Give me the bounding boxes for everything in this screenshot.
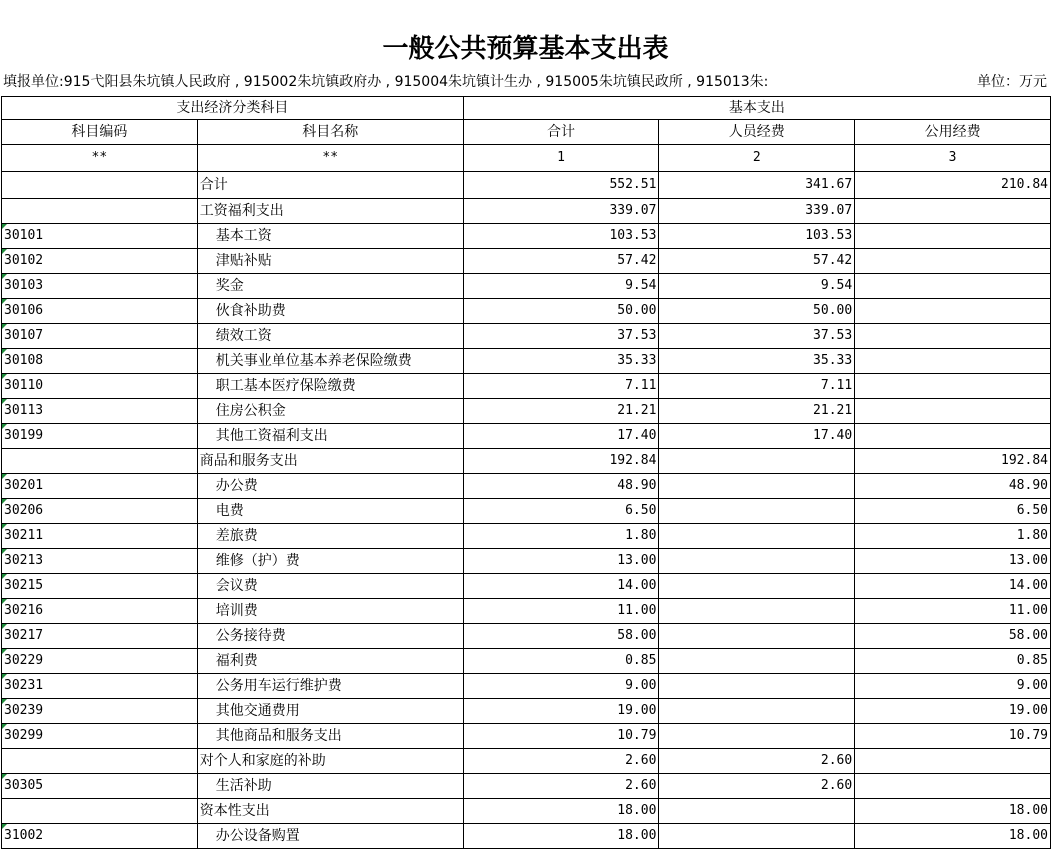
- row-personnel-cell[interactable]: 7.11: [659, 374, 855, 399]
- row-code-cell[interactable]: 30216: [2, 599, 198, 624]
- row-code-cell[interactable]: 30239: [2, 699, 198, 724]
- row-public-cell[interactable]: 11.00: [855, 599, 1051, 624]
- row-code-cell[interactable]: 30110: [2, 374, 198, 399]
- table-row[interactable]: [2, 549, 1051, 574]
- row-code-cell[interactable]: 30231: [2, 674, 198, 699]
- row-personnel-cell[interactable]: 37.53: [659, 324, 855, 349]
- row-personnel-cell[interactable]: [659, 724, 855, 749]
- row-public-cell[interactable]: 14.00: [855, 574, 1051, 599]
- row-name-cell[interactable]: 差旅费: [197, 524, 463, 549]
- header-code: 科目编码: [2, 120, 198, 145]
- row-personnel-cell[interactable]: [659, 599, 855, 624]
- table-row[interactable]: [2, 449, 1051, 474]
- row-code-cell[interactable]: 30211: [2, 524, 198, 549]
- table-row[interactable]: [2, 424, 1051, 449]
- row-personnel-cell[interactable]: 2.60: [659, 749, 855, 774]
- table-row[interactable]: [2, 749, 1051, 774]
- row-personnel-cell[interactable]: [659, 449, 855, 474]
- table-row[interactable]: [2, 274, 1051, 299]
- row-name-cell[interactable]: 伙食补助费: [197, 299, 463, 324]
- header-personnel: 人员经费: [659, 120, 855, 145]
- table-row[interactable]: [2, 199, 1051, 224]
- row-personnel-cell[interactable]: [659, 649, 855, 674]
- row-personnel-cell[interactable]: 35.33: [659, 349, 855, 374]
- row-total-cell[interactable]: 48.90: [463, 474, 659, 499]
- row-personnel-cell[interactable]: 57.42: [659, 249, 855, 274]
- row-total-cell[interactable]: 14.00: [463, 574, 659, 599]
- unit-label: 单位：万元: [977, 74, 1047, 90]
- table-row[interactable]: [2, 374, 1051, 399]
- row-code-cell[interactable]: [2, 749, 198, 774]
- row-total-cell[interactable]: 2.60: [463, 749, 659, 774]
- row-total-cell[interactable]: 339.07: [463, 199, 659, 224]
- row-personnel-cell[interactable]: [659, 799, 855, 824]
- row-code-cell[interactable]: 30215: [2, 574, 198, 599]
- row-total-cell[interactable]: 50.00: [463, 299, 659, 324]
- row-total-cell[interactable]: 19.00: [463, 699, 659, 724]
- row-personnel-cell[interactable]: [659, 549, 855, 574]
- table-row[interactable]: [2, 499, 1051, 524]
- row-total-cell[interactable]: 103.53: [463, 224, 659, 249]
- page-title: 一般公共预算基本支出表: [382, 34, 669, 64]
- row-personnel-cell[interactable]: [659, 824, 855, 849]
- table-row[interactable]: [2, 299, 1051, 324]
- table-row[interactable]: [2, 224, 1051, 249]
- table-row[interactable]: [2, 699, 1051, 724]
- row-public-cell[interactable]: 13.00: [855, 549, 1051, 574]
- row-code-cell[interactable]: 30101: [2, 224, 198, 249]
- table-row[interactable]: [2, 649, 1051, 674]
- row-name-cell[interactable]: 公务用车运行维护费: [197, 674, 463, 699]
- row-code-cell[interactable]: [2, 449, 198, 474]
- row-name-cell[interactable]: 办公设备购置: [197, 824, 463, 849]
- row-personnel-cell[interactable]: 341.67: [659, 172, 855, 199]
- table-row[interactable]: [2, 349, 1051, 374]
- row-public-cell[interactable]: [855, 349, 1051, 374]
- row-total-cell[interactable]: 552.51: [463, 172, 659, 199]
- header-group-right: 基本支出: [463, 97, 1050, 120]
- row-code-cell[interactable]: 31002: [2, 824, 198, 849]
- fill-unit-text: 填报单位:915弋阳县朱坑镇人民政府 , 915002朱坑镇政府办 , 915004朱坑镇计生办 , 915005朱坑镇民政所 , 915013朱:: [3, 74, 769, 90]
- row-code-cell[interactable]: 30108: [2, 349, 198, 374]
- row-public-cell[interactable]: [855, 274, 1051, 299]
- row-personnel-cell[interactable]: 2.60: [659, 774, 855, 799]
- row-code-cell[interactable]: 30107: [2, 324, 198, 349]
- table-row[interactable]: [2, 724, 1051, 749]
- row-name-cell[interactable]: 绩效工资: [197, 324, 463, 349]
- header-row-columns: [2, 120, 1051, 145]
- row-code-cell[interactable]: 30199: [2, 424, 198, 449]
- row-name-cell[interactable]: 住房公积金: [197, 399, 463, 424]
- row-public-cell[interactable]: 10.79: [855, 724, 1051, 749]
- row-total-cell[interactable]: 6.50: [463, 499, 659, 524]
- header-name: 科目名称: [197, 120, 463, 145]
- row-public-cell[interactable]: [855, 199, 1051, 224]
- row-public-cell[interactable]: 192.84: [855, 449, 1051, 474]
- table-row[interactable]: [2, 624, 1051, 649]
- row-name-cell[interactable]: 职工基本医疗保险缴费: [197, 374, 463, 399]
- row-total-cell[interactable]: 17.40: [463, 424, 659, 449]
- row-total-cell[interactable]: 1.80: [463, 524, 659, 549]
- row-total-cell[interactable]: 9.54: [463, 274, 659, 299]
- table-row[interactable]: [2, 824, 1051, 849]
- row-public-cell[interactable]: 18.00: [855, 824, 1051, 849]
- row-public-cell[interactable]: [855, 399, 1051, 424]
- row-total-cell[interactable]: 192.84: [463, 449, 659, 474]
- row-public-cell[interactable]: 18.00: [855, 799, 1051, 824]
- row-personnel-cell[interactable]: [659, 699, 855, 724]
- row-total-cell[interactable]: 0.85: [463, 649, 659, 674]
- row-code-cell[interactable]: 30201: [2, 474, 198, 499]
- row-name-cell[interactable]: 电费: [197, 499, 463, 524]
- row-personnel-cell[interactable]: 339.07: [659, 199, 855, 224]
- row-name-cell[interactable]: 其他商品和服务支出: [197, 724, 463, 749]
- row-code-cell[interactable]: [2, 199, 198, 224]
- row-personnel-cell[interactable]: 17.40: [659, 424, 855, 449]
- row-code-cell[interactable]: [2, 172, 198, 199]
- row-public-cell[interactable]: 58.00: [855, 624, 1051, 649]
- row-public-cell[interactable]: 19.00: [855, 699, 1051, 724]
- table-row[interactable]: [2, 172, 1051, 199]
- row-total-cell[interactable]: 37.53: [463, 324, 659, 349]
- row-total-cell[interactable]: 7.11: [463, 374, 659, 399]
- row-personnel-cell[interactable]: [659, 524, 855, 549]
- row-total-cell[interactable]: 13.00: [463, 549, 659, 574]
- row-total-cell[interactable]: 35.33: [463, 349, 659, 374]
- table-row[interactable]: [2, 799, 1051, 824]
- header-row-group: [2, 97, 1051, 120]
- row-name-cell[interactable]: 其他工资福利支出: [197, 424, 463, 449]
- row-personnel-cell[interactable]: [659, 574, 855, 599]
- row-public-cell[interactable]: 0.85: [855, 649, 1051, 674]
- row-personnel-cell[interactable]: [659, 674, 855, 699]
- row-total-cell[interactable]: 21.21: [463, 399, 659, 424]
- row-total-cell[interactable]: 11.00: [463, 599, 659, 624]
- row-name-cell[interactable]: 其他交通费用: [197, 699, 463, 724]
- row-total-cell[interactable]: 18.00: [463, 799, 659, 824]
- table-row[interactable]: [2, 774, 1051, 799]
- row-total-cell[interactable]: 58.00: [463, 624, 659, 649]
- row-name-cell[interactable]: 培训费: [197, 599, 463, 624]
- row-total-cell[interactable]: 2.60: [463, 774, 659, 799]
- row-code-cell[interactable]: 30113: [2, 399, 198, 424]
- table-row[interactable]: [2, 599, 1051, 624]
- row-code-cell[interactable]: 30106: [2, 299, 198, 324]
- row-name-cell[interactable]: 公务接待费: [197, 624, 463, 649]
- table-row[interactable]: [2, 524, 1051, 549]
- row-public-cell[interactable]: [855, 374, 1051, 399]
- row-name-cell[interactable]: 奖金: [197, 274, 463, 299]
- row-code-cell[interactable]: 30206: [2, 499, 198, 524]
- row-code-cell[interactable]: 30217: [2, 624, 198, 649]
- row-name-cell[interactable]: 资本性支出: [197, 799, 463, 824]
- row-code-cell[interactable]: 30213: [2, 549, 198, 574]
- row-name-cell[interactable]: 机关事业单位基本养老保险缴费: [197, 349, 463, 374]
- row-name-cell[interactable]: 商品和服务支出: [197, 449, 463, 474]
- row-code-cell[interactable]: 30103: [2, 274, 198, 299]
- table-row[interactable]: [2, 574, 1051, 599]
- row-personnel-cell[interactable]: [659, 624, 855, 649]
- row-public-cell[interactable]: [855, 224, 1051, 249]
- row-public-cell[interactable]: [855, 774, 1051, 799]
- header-code-mark: **: [2, 145, 198, 172]
- row-total-cell[interactable]: 9.00: [463, 674, 659, 699]
- row-public-cell[interactable]: [855, 424, 1051, 449]
- table-row[interactable]: [2, 399, 1051, 424]
- header-name-mark: **: [197, 145, 463, 172]
- row-name-cell[interactable]: 生活补助: [197, 774, 463, 799]
- row-public-cell[interactable]: 210.84: [855, 172, 1051, 199]
- row-public-cell[interactable]: [855, 249, 1051, 274]
- table-body: [2, 172, 1051, 849]
- row-personnel-cell[interactable]: 9.54: [659, 274, 855, 299]
- row-name-cell[interactable]: 办公费: [197, 474, 463, 499]
- row-code-cell[interactable]: 30299: [2, 724, 198, 749]
- row-code-cell[interactable]: 30229: [2, 649, 198, 674]
- row-public-cell[interactable]: 9.00: [855, 674, 1051, 699]
- row-code-cell[interactable]: 30305: [2, 774, 198, 799]
- row-personnel-cell[interactable]: 50.00: [659, 299, 855, 324]
- table-row[interactable]: [2, 474, 1051, 499]
- table-row[interactable]: [2, 249, 1051, 274]
- header-public: 公用经费: [855, 120, 1051, 145]
- row-public-cell[interactable]: 1.80: [855, 524, 1051, 549]
- row-name-cell[interactable]: 维修（护）费: [197, 549, 463, 574]
- row-name-cell[interactable]: 基本工资: [197, 224, 463, 249]
- row-personnel-cell[interactable]: 21.21: [659, 399, 855, 424]
- row-public-cell[interactable]: [855, 749, 1051, 774]
- row-name-cell[interactable]: 对个人和家庭的补助: [197, 749, 463, 774]
- header-total: 合计: [463, 120, 659, 145]
- row-public-cell[interactable]: 6.50: [855, 499, 1051, 524]
- row-public-cell[interactable]: [855, 299, 1051, 324]
- row-name-cell[interactable]: 会议费: [197, 574, 463, 599]
- header-col2: 2: [659, 145, 855, 172]
- row-name-cell[interactable]: 合计: [197, 172, 463, 199]
- table-row[interactable]: [2, 674, 1051, 699]
- table-row[interactable]: [2, 324, 1051, 349]
- row-total-cell[interactable]: 57.42: [463, 249, 659, 274]
- row-name-cell[interactable]: 福利费: [197, 649, 463, 674]
- row-name-cell[interactable]: 工资福利支出: [197, 199, 463, 224]
- row-personnel-cell[interactable]: [659, 499, 855, 524]
- row-public-cell[interactable]: [855, 324, 1051, 349]
- row-code-cell[interactable]: [2, 799, 198, 824]
- row-personnel-cell[interactable]: 103.53: [659, 224, 855, 249]
- header-col1: 1: [463, 145, 659, 172]
- row-total-cell[interactable]: 10.79: [463, 724, 659, 749]
- row-personnel-cell[interactable]: [659, 474, 855, 499]
- row-public-cell[interactable]: 48.90: [855, 474, 1051, 499]
- header-col3: 3: [855, 145, 1051, 172]
- row-code-cell[interactable]: 30102: [2, 249, 198, 274]
- budget-table: [1, 96, 1051, 849]
- row-name-cell[interactable]: 津贴补贴: [197, 249, 463, 274]
- row-total-cell[interactable]: 18.00: [463, 824, 659, 849]
- header-group-left: 支出经济分类科目: [2, 97, 464, 120]
- header-row-index: [2, 145, 1051, 172]
